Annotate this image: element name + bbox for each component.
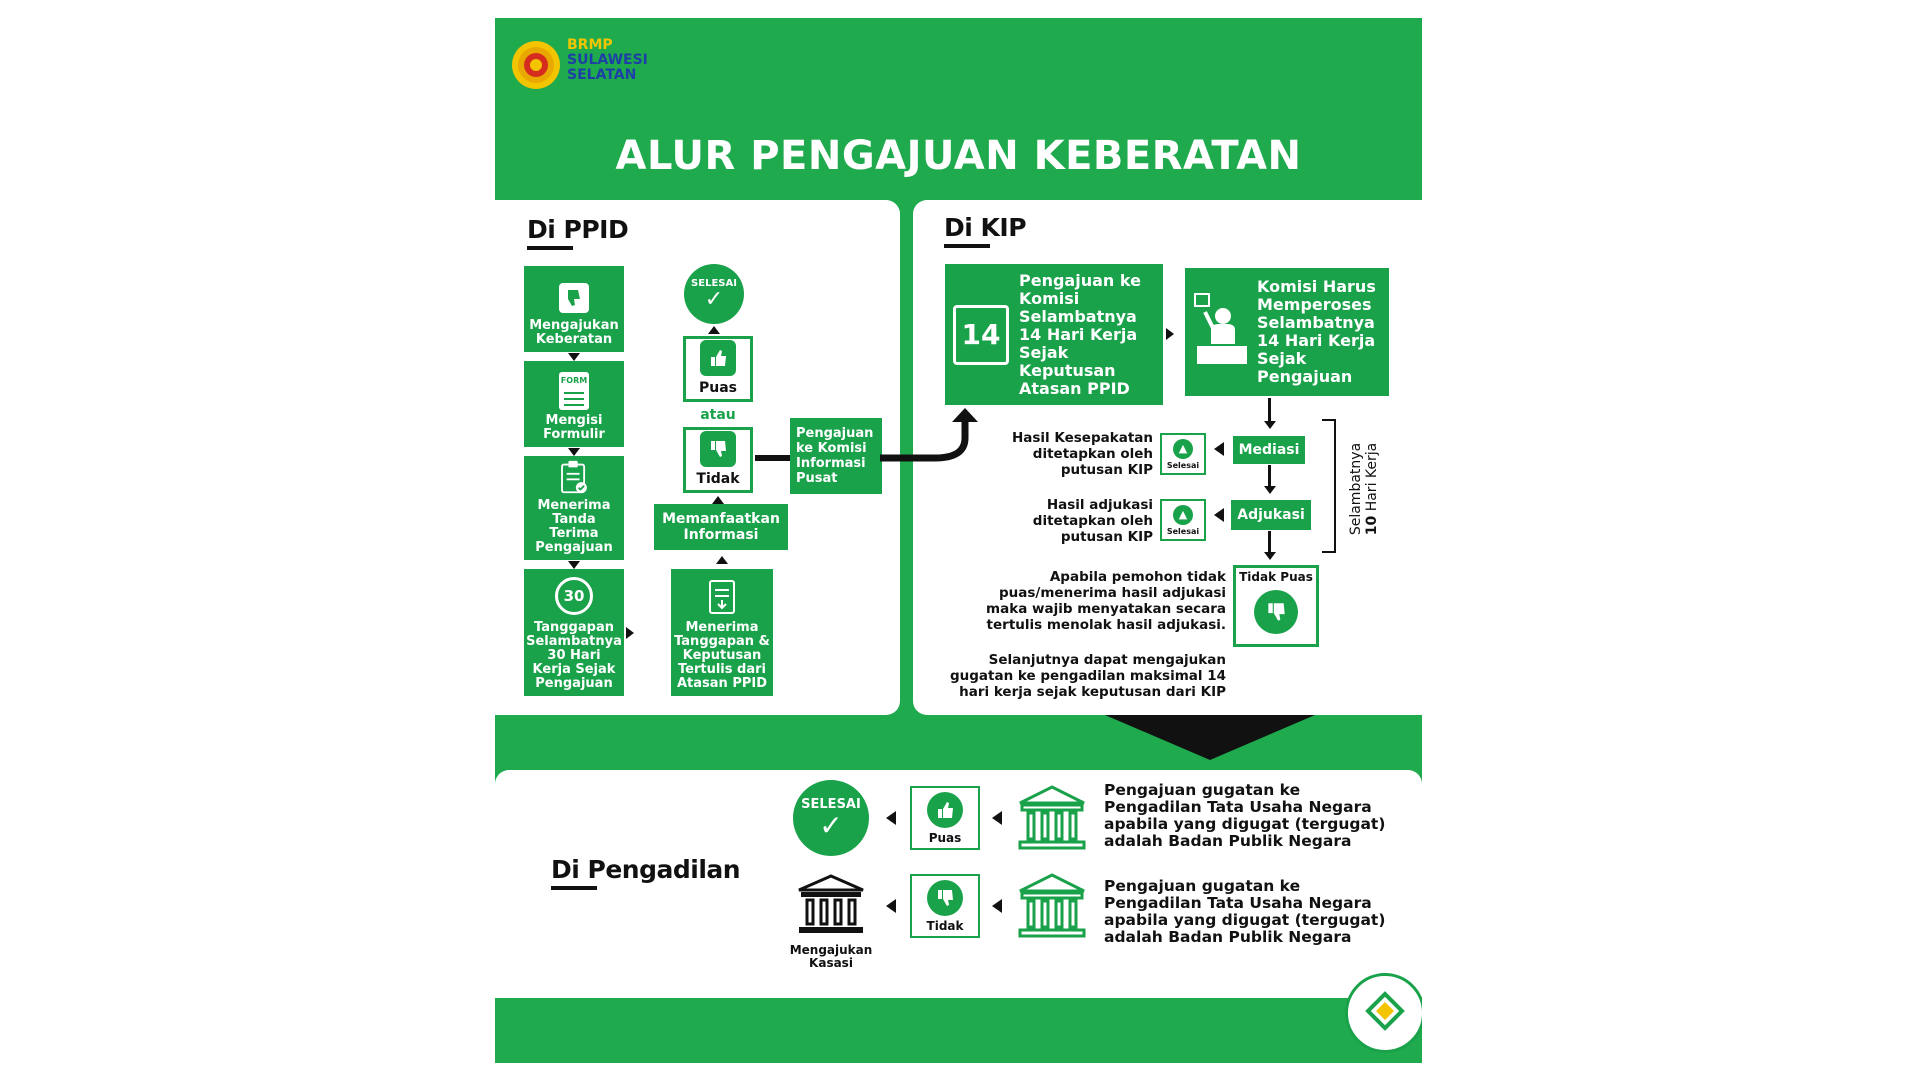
adjukasi-box: Adjukasi: [1231, 500, 1311, 530]
ppid-title: Di PPID: [527, 215, 629, 244]
footer-emblem-icon: [1362, 990, 1408, 1036]
kasasi-courthouse-icon: [797, 874, 865, 936]
document-icon: [707, 579, 737, 615]
vertical-prefix: Selambatnya: [1348, 442, 1364, 536]
clock-30-text: 30: [563, 587, 585, 605]
thumbs-down-icon: [700, 431, 736, 467]
step-label: Menerima Tanda Terima Pengajuan: [535, 498, 613, 555]
calendar-14-icon: [953, 305, 1009, 365]
puas-label: Puas: [928, 831, 962, 845]
clock-30-icon: [555, 577, 593, 615]
step-label: Mengisi Formulir: [543, 413, 605, 442]
step-label: Tanggapan Selambatnya 30 Hari Kerja Sejak Pengajuan: [526, 620, 622, 691]
tidak-label: Tidak: [926, 919, 964, 933]
thumbs-up-icon: ▲: [1173, 505, 1193, 525]
step-menerima-tanda-terima: [524, 456, 624, 560]
memanfaatkan-informasi: Memanfaatkan Informasi: [654, 504, 788, 550]
selambatnya-10-hari: [1348, 414, 1382, 564]
pointer-triangle: [1105, 715, 1315, 760]
bracket: [1322, 419, 1336, 553]
flow-line: [1268, 531, 1271, 553]
kip-box-pengajuan-komisi: [945, 264, 1163, 405]
selesai-label: SELESAI: [691, 277, 737, 289]
adjukasi-selesai-box: [1160, 499, 1206, 541]
hasil-adjukasi-text: Hasil adjukasi ditetapkan oleh putusan KIP: [1032, 497, 1153, 545]
clipboard-check-icon: [558, 460, 590, 495]
selesai-small-label: Selesai: [1166, 461, 1200, 470]
pengadilan-text-2: Pengajuan gugatan ke Pengadilan Tata Usaha Negara apabila yang digugat (tergugat) adalah Badan Publik Negara: [1104, 877, 1386, 946]
step-mengisi-formulir: [524, 361, 624, 447]
menerima-tanggapan-keputusan: [671, 569, 773, 696]
selanjutnya-text: Selanjutnya dapat mengajukan gugatan ke pengadilan maksimal 14 hari kerja sejak keputusan dari KIP: [949, 652, 1226, 700]
thumbs-up-icon: [700, 340, 736, 376]
flow-line: [1268, 398, 1271, 423]
check-icon: ✓: [704, 286, 724, 312]
pengadilan-title: Di Pengadilan: [551, 855, 741, 884]
puas-label: Puas: [698, 380, 737, 396]
tidak-label: Tidak: [696, 471, 740, 487]
logo-text-selatan: SELATAN: [567, 67, 637, 83]
thumbs-up-icon: ▲: [1173, 439, 1193, 459]
menerima-label: Menerima Tanggapan & Keputusan Tertulis dari Atasan PPID: [674, 620, 770, 691]
step-tanggapan-30-hari: [524, 569, 624, 696]
presenter-icon: [1193, 292, 1249, 372]
selesai-label: SELESAI: [801, 796, 861, 812]
thumbs-down-icon: [927, 880, 963, 916]
brmp-logo: [511, 38, 681, 98]
footer-logo: [1345, 973, 1422, 1053]
thumbs-down-icon: [557, 281, 591, 315]
apabila-text: Apabila pemohon tidak puas/menerima hasil adjukasi maka wajib menyatakan secara tertulis menolak hasil adjukasi.: [986, 569, 1226, 633]
step-label: Mengajukan Keberatan: [529, 318, 619, 347]
pengadilan-selesai-circle: [793, 780, 869, 856]
flow-line: [1268, 465, 1271, 487]
vertical-num: 10: [1364, 515, 1380, 536]
check-icon: ✓: [819, 808, 843, 842]
kip-box-komisi-memproses: [1185, 268, 1389, 396]
kip-box2-label: Komisi Harus Memperoses Selambatnya 14 Hari Kerja Sejak Pengajuan: [1257, 277, 1376, 386]
ppid-selesai-circle: [684, 264, 744, 324]
logo-text-brmp: BRMP: [567, 37, 613, 53]
selesai-small-label: Selesai: [1166, 527, 1200, 536]
thumbs-up-icon: [927, 792, 963, 828]
tidak-puas-label: Tidak Puas: [1239, 570, 1313, 584]
courthouse-icon: [1018, 873, 1086, 939]
atau-label: atau: [700, 407, 736, 423]
form-icon-text: FORM: [560, 376, 588, 385]
vertical-suffix: Hari Kerja: [1364, 442, 1380, 512]
step-mengajukan-keberatan: [524, 266, 624, 352]
brmp-emblem-icon: [511, 40, 561, 90]
courthouse-icon: [1018, 785, 1086, 851]
mediasi-box: Mediasi: [1233, 436, 1305, 464]
logo-text-sulawesi: SULAWESI: [567, 52, 648, 68]
ppid-tidak-box: [683, 427, 753, 493]
tidak-puas-box: [1233, 565, 1319, 647]
pengadilan-puas-box: [910, 786, 980, 850]
mediasi-selesai-box: [1160, 433, 1206, 475]
pengadilan-text-1: Pengajuan gugatan ke Pengadilan Tata Usaha Negara apabila yang digugat (tergugat) adalah Badan Publik Negara: [1104, 781, 1386, 850]
kip-title: Di KIP: [944, 213, 1027, 242]
pengajuan-komisi-informasi-pusat: Pengajuan ke Komisi Informasi Pusat: [790, 418, 882, 494]
kasasi-label: Mengajukan Kasasi: [789, 943, 873, 970]
pengadilan-tidak-box: [910, 874, 980, 938]
arrow-to-kip: [880, 408, 990, 488]
connector-line: [755, 455, 791, 461]
form-icon: [559, 372, 589, 410]
ppid-puas-box: [683, 336, 753, 402]
calendar-14-text: 14: [961, 317, 1001, 351]
poster-title: ALUR PENGAJUAN KEBERATAN: [615, 133, 1302, 179]
kip-box1-label: Pengajuan ke Komisi Selambatnya 14 Hari Kerja Sejak Keputusan Atasan PPID: [1019, 270, 1141, 398]
thumbs-down-icon: [1254, 590, 1298, 634]
hasil-kesepakatan-text: Hasil Kesepakatan ditetapkan oleh putusan KIP: [1011, 430, 1153, 478]
